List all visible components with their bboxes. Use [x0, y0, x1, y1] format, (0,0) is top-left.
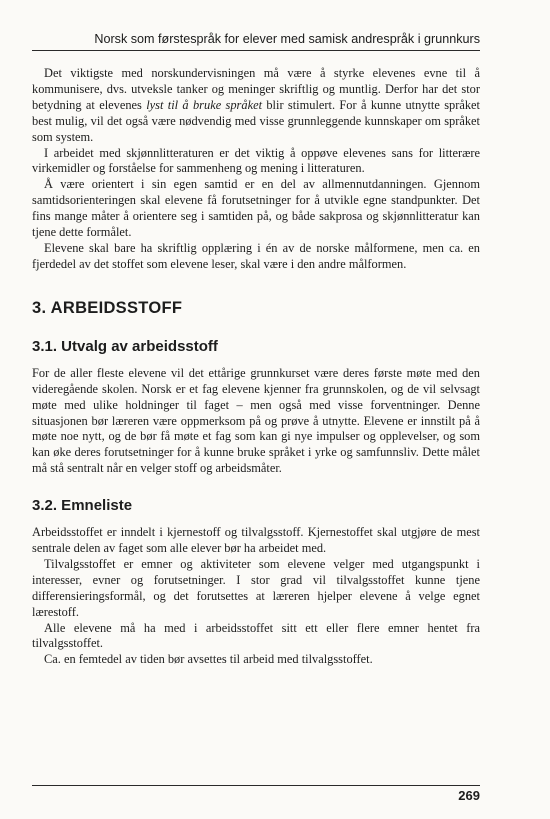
- intro-p1-text-a: Det viktigste med norskundervisningen må være å styrke elevenes evne til å kommunisere, dvs. utveksle tanker og meninger skriftlig og muntlig. Derfor har det stor betydning at elevenes: [32, 66, 480, 112]
- footer-rule: [32, 785, 480, 786]
- intro-p1-emphasis: lyst til å bruke språket: [146, 97, 263, 112]
- section-3-2-paragraph-3: Alle elevene må ha med i arbeidsstoffet sitt ett eller flere emner hentet fra tilvalgsstoffet.: [32, 620, 480, 651]
- section-3-2-paragraph-1: Arbeidsstoffet er inndelt i kjernestoff og tilvalgsstoff. Kjernestoffet skal utgjøre de mest sentrale delen av faget som alle elever bør ha arbeidet med.: [32, 525, 480, 556]
- page-content: [32, 66, 480, 668]
- running-header: Norsk som førstespråk for elever med samisk andrespråk i grunnkurs: [32, 32, 480, 51]
- section-3-2-paragraph-2: Tilvalgsstoffet er emner og aktiviteter som elevene velger med utgangspunkt i interesser, evner og forutsetninger. I stor grad vil tilvalgsstoffet kunne tjene differensieringsformål, og det forutsettes at læreren hjelper elevene å velge egnet lærestoff.: [32, 556, 480, 619]
- intro-paragraph-4: Elevene skal bare ha skriftlig opplæring i én av de norske målformene, men ca. en fjerdedel av det stoffet som elevene leser, skal være i den andre målformen.: [32, 240, 480, 271]
- intro-paragraph-3: Å være orientert i sin egen samtid er en del av allmennutdanningen. Gjennom samtidsorienteringen skal elevene få forutsetninger for å utvikle egne standpunkter. Det fins mange måter å orientere seg i samtiden på, og både sakprosa og skjønnlitteratur kan tjene dette formålet.: [32, 177, 480, 240]
- section-3-1-paragraph-1: For de aller fleste elevene vil det ettårige grunnkurset være deres første møte med den videregående skolen. Norsk er et fag elevene kjenner fra grunnskolen, og de vil selvsagt møte med ulike holdninger til faget – men også med visse forventninger. Denne situasjonen bør læreren være oppmerksom på og prøve å utnytte. Elevene er innstilt på å møte noe nytt, og de bør få møte et fag som kan gi nye impulser og opplevelser, og som kan øke deres forutsetninger for å kunne bruke språket i yrke og samfunnsliv. Dette målet må stå sentralt når en velger stoff og arbeidsmåter.: [32, 365, 480, 476]
- intro-paragraph-1: [32, 66, 480, 146]
- section-3-1-heading: 3.1. Utvalg av arbeidsstoff: [32, 337, 218, 355]
- intro-paragraph-2: I arbeidet med skjønnlitteraturen er det viktig å oppøve elevenes sans for litterære virkemidler og forståelse for sammenheng og mening i litteraturen.: [32, 145, 480, 176]
- section-3-heading: 3. ARBEIDSSTOFF: [32, 298, 183, 317]
- page-number: 269: [458, 788, 480, 803]
- section-3-2-heading: 3.2. Emneliste: [32, 497, 133, 515]
- section-3-2-paragraph-4: Ca. en femtedel av tiden bør avsettes til arbeid med tilvalgsstoffet.: [44, 652, 373, 667]
- intro-p1-text-b: blir stimulert. For å kunne utnytte språket best mulig, vil det også være nødvendig med visse grunnleggende kunnskaper om språket som system.: [32, 97, 480, 144]
